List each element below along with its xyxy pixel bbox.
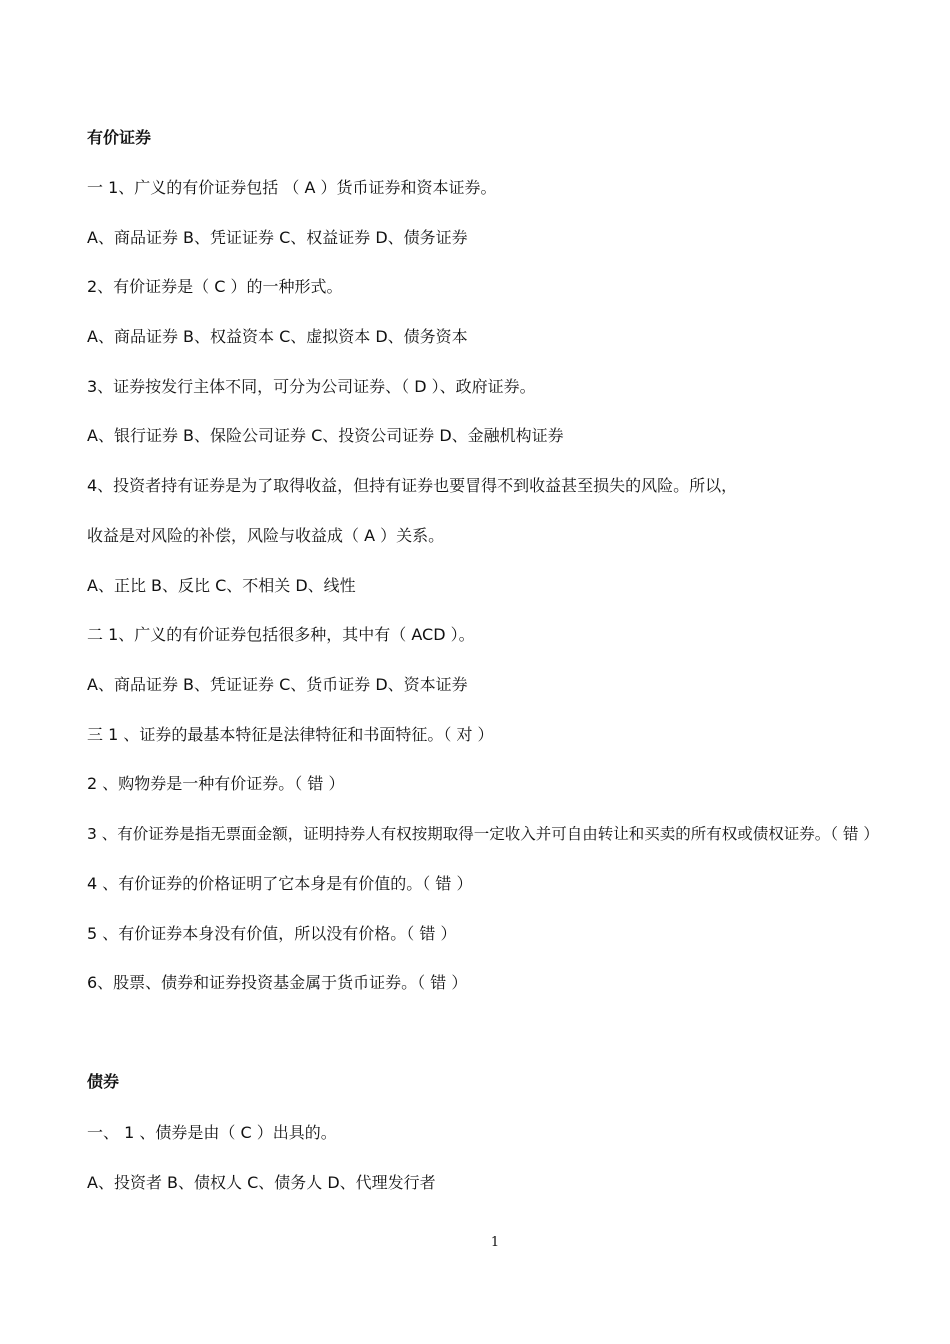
true-false-item: 3 、有价证券是指无票面金额，证明持券人有权按期取得一定收入并可自由转让和买卖的所有权或债权证券。（ 错 ）	[87, 825, 879, 843]
answer-options: A、投资者 B、债权人 C、债务人 D、代理发行者	[87, 1173, 436, 1192]
section-heading-bonds: 债券	[87, 1072, 120, 1091]
true-false-item: 三 1 、证券的最基本特征是法律特征和书面特征。（ 对 ）	[87, 725, 494, 744]
true-false-item: 5 、有价证券本身没有价值，所以没有价格。（ 错 ）	[87, 924, 457, 943]
question-line-continued: 收益是对风险的补偿，风险与收益成（ A ）关系。	[87, 526, 445, 545]
question-line: 一 1、广义的有价证券包括 （ A ）货币证券和资本证券。	[87, 178, 497, 197]
page-number: 1	[490, 1235, 500, 1250]
true-false-item: 2 、购物券是一种有价证券。（ 错 ）	[87, 774, 345, 793]
true-false-item: 4 、有价证券的价格证明了它本身是有价值的。（ 错 ）	[87, 874, 473, 893]
answer-options: A、银行证券 B、保险公司证券 C、投资公司证券 D、金融机构证券	[87, 426, 564, 445]
answer-options: A、正比 B、反比 C、不相关 D、线性	[87, 576, 356, 595]
question-line: 4、投资者持有证券是为了取得收益，但持有证券也要冒得不到收益甚至损失的风险。所以，	[87, 476, 738, 495]
answer-options: A、商品证券 B、凭证证券 C、权益证券 D、债务证券	[87, 228, 468, 247]
true-false-item: 6、股票、债券和证券投资基金属于货币证券。（ 错 ）	[87, 973, 468, 992]
answer-options: A、商品证券 B、凭证证券 C、货币证券 D、资本证券	[87, 675, 468, 694]
section-heading-securities: 有价证券	[87, 128, 152, 147]
question-line: 3、证券按发行主体不同，可分为公司证券、（ D ）、政府证券。	[87, 377, 536, 396]
question-line: 2、有价证券是（ C ）的一种形式。	[87, 277, 343, 296]
answer-options: A、商品证券 B、权益资本 C、虚拟资本 D、债务资本	[87, 327, 468, 346]
question-line: 一、 1 、债券是由（ C ）出具的。	[87, 1123, 337, 1142]
question-line: 二 1、广义的有价证券包括很多种，其中有（ ACD ）。	[87, 625, 475, 644]
